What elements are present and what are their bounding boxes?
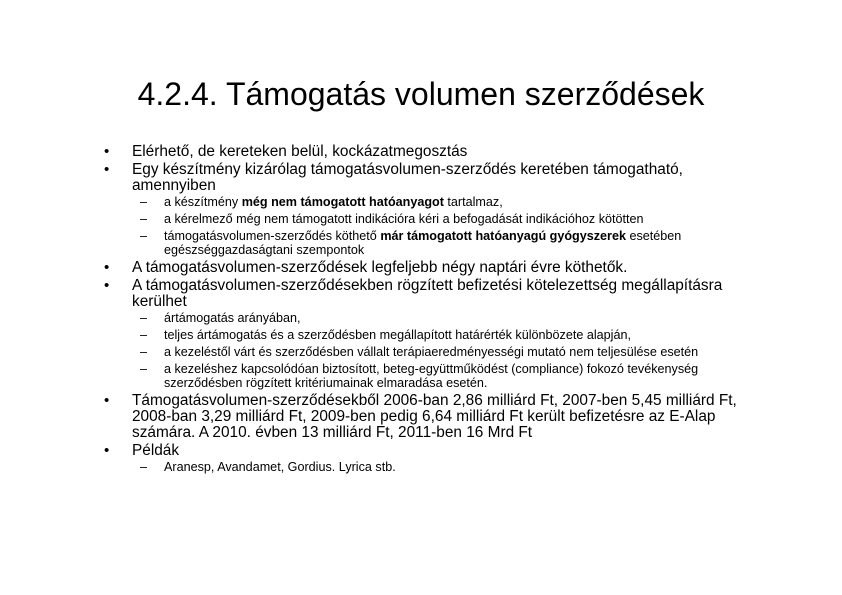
sub-text-pre: ártámogatás arányában, xyxy=(164,311,301,325)
bullet-text: A támogatásvolumen-szerződésekben rögzített befizetési kötelezettség megállapításra kerülhet xyxy=(132,277,723,310)
sub-item xyxy=(132,229,744,257)
bullet-icon: • xyxy=(104,442,110,459)
sub-text-pre: a kezeléstől várt és szerződésben vállalt terápiaeredményességi mutató nem teljesülése esetén xyxy=(164,345,699,359)
sub-text-pre: a kérelmező még nem támogatott indikációra kéri a befogadását indikációhoz kötötten xyxy=(164,212,644,226)
dash-icon: – xyxy=(140,212,148,226)
dash-icon: – xyxy=(140,328,148,342)
bullet-item xyxy=(104,144,744,160)
bullet-icon: • xyxy=(104,161,110,178)
bullet-text: Elérhető, de kereteken belül, kockázatmegosztás xyxy=(132,143,468,160)
sub-list xyxy=(132,311,744,390)
sub-text-post: tartalmaz, xyxy=(443,195,503,209)
bullet-icon: • xyxy=(104,392,110,409)
bullet-item xyxy=(104,260,744,276)
sub-item xyxy=(132,345,744,359)
bullet-item xyxy=(104,162,744,257)
sub-text-pre: a készítmény xyxy=(164,195,242,209)
sub-item xyxy=(132,212,744,226)
bullet-text: A támogatásvolumen-szerződések legfeljebb négy naptári évre köthetők. xyxy=(132,259,628,276)
sub-text-pre: a kezeléshez kapcsolódóan biztosított, beteg-együttműködést (compliance) fokozó tevékenység szerződésben rögzített kritériumainak elmaradása esetén. xyxy=(164,362,699,390)
sub-text-pre: teljes ártámogatás és a szerződésben megállapított határérték különbözete alapján, xyxy=(164,328,631,342)
bullet-list xyxy=(104,144,744,477)
sub-item xyxy=(132,362,744,390)
dash-icon: – xyxy=(140,345,148,359)
sub-list xyxy=(132,460,744,474)
dash-icon: – xyxy=(140,362,148,376)
sub-text-post: esetében egészséggazdaságtani szempontok xyxy=(164,229,682,257)
bullet-text: Támogatásvolumen-szerződésekből 2006-ban 2,86 milliárd Ft, 2007-ben 5,45 milliárd Ft, 2008-ban 3,29 milliárd Ft, 2009-ben pedig 6,64 milliárd Ft került befizetésre az E-Alap számára. A 2010. évben 13 milliárd Ft, 2011-ben 16 Mrd Ft xyxy=(132,392,737,441)
slide-title: 4.2.4. Támogatás volumen szerződések xyxy=(137,76,705,112)
sub-item xyxy=(132,311,744,325)
sub-text-bold: már támogatott hatóanyagú gyógyszerek xyxy=(380,229,626,243)
bullet-icon: • xyxy=(104,277,110,294)
sub-list xyxy=(132,195,744,257)
bullet-icon: • xyxy=(104,143,110,160)
bullet-text: Példák xyxy=(132,442,180,459)
sub-text-bold: még nem támogatott hatóanyagot xyxy=(241,195,444,209)
sub-item xyxy=(132,460,744,474)
dash-icon: – xyxy=(140,311,148,325)
bullet-text: Egy készítmény kizárólag támogatásvolumen-szerződés keretében támogatható, amennyiben xyxy=(132,161,683,194)
sub-text-pre: támogatásvolumen-szerződés köthető xyxy=(164,229,381,243)
dash-icon: – xyxy=(140,195,148,209)
bullet-item xyxy=(104,443,744,474)
sub-item xyxy=(132,328,744,342)
sub-item xyxy=(132,195,744,209)
dash-icon: – xyxy=(140,229,148,243)
dash-icon: – xyxy=(140,460,148,474)
bullet-item xyxy=(104,393,744,441)
bullet-item xyxy=(104,278,744,390)
bullet-icon: • xyxy=(104,259,110,276)
sub-text-pre: Aranesp, Avandamet, Gordius. Lyrica stb. xyxy=(164,460,396,474)
